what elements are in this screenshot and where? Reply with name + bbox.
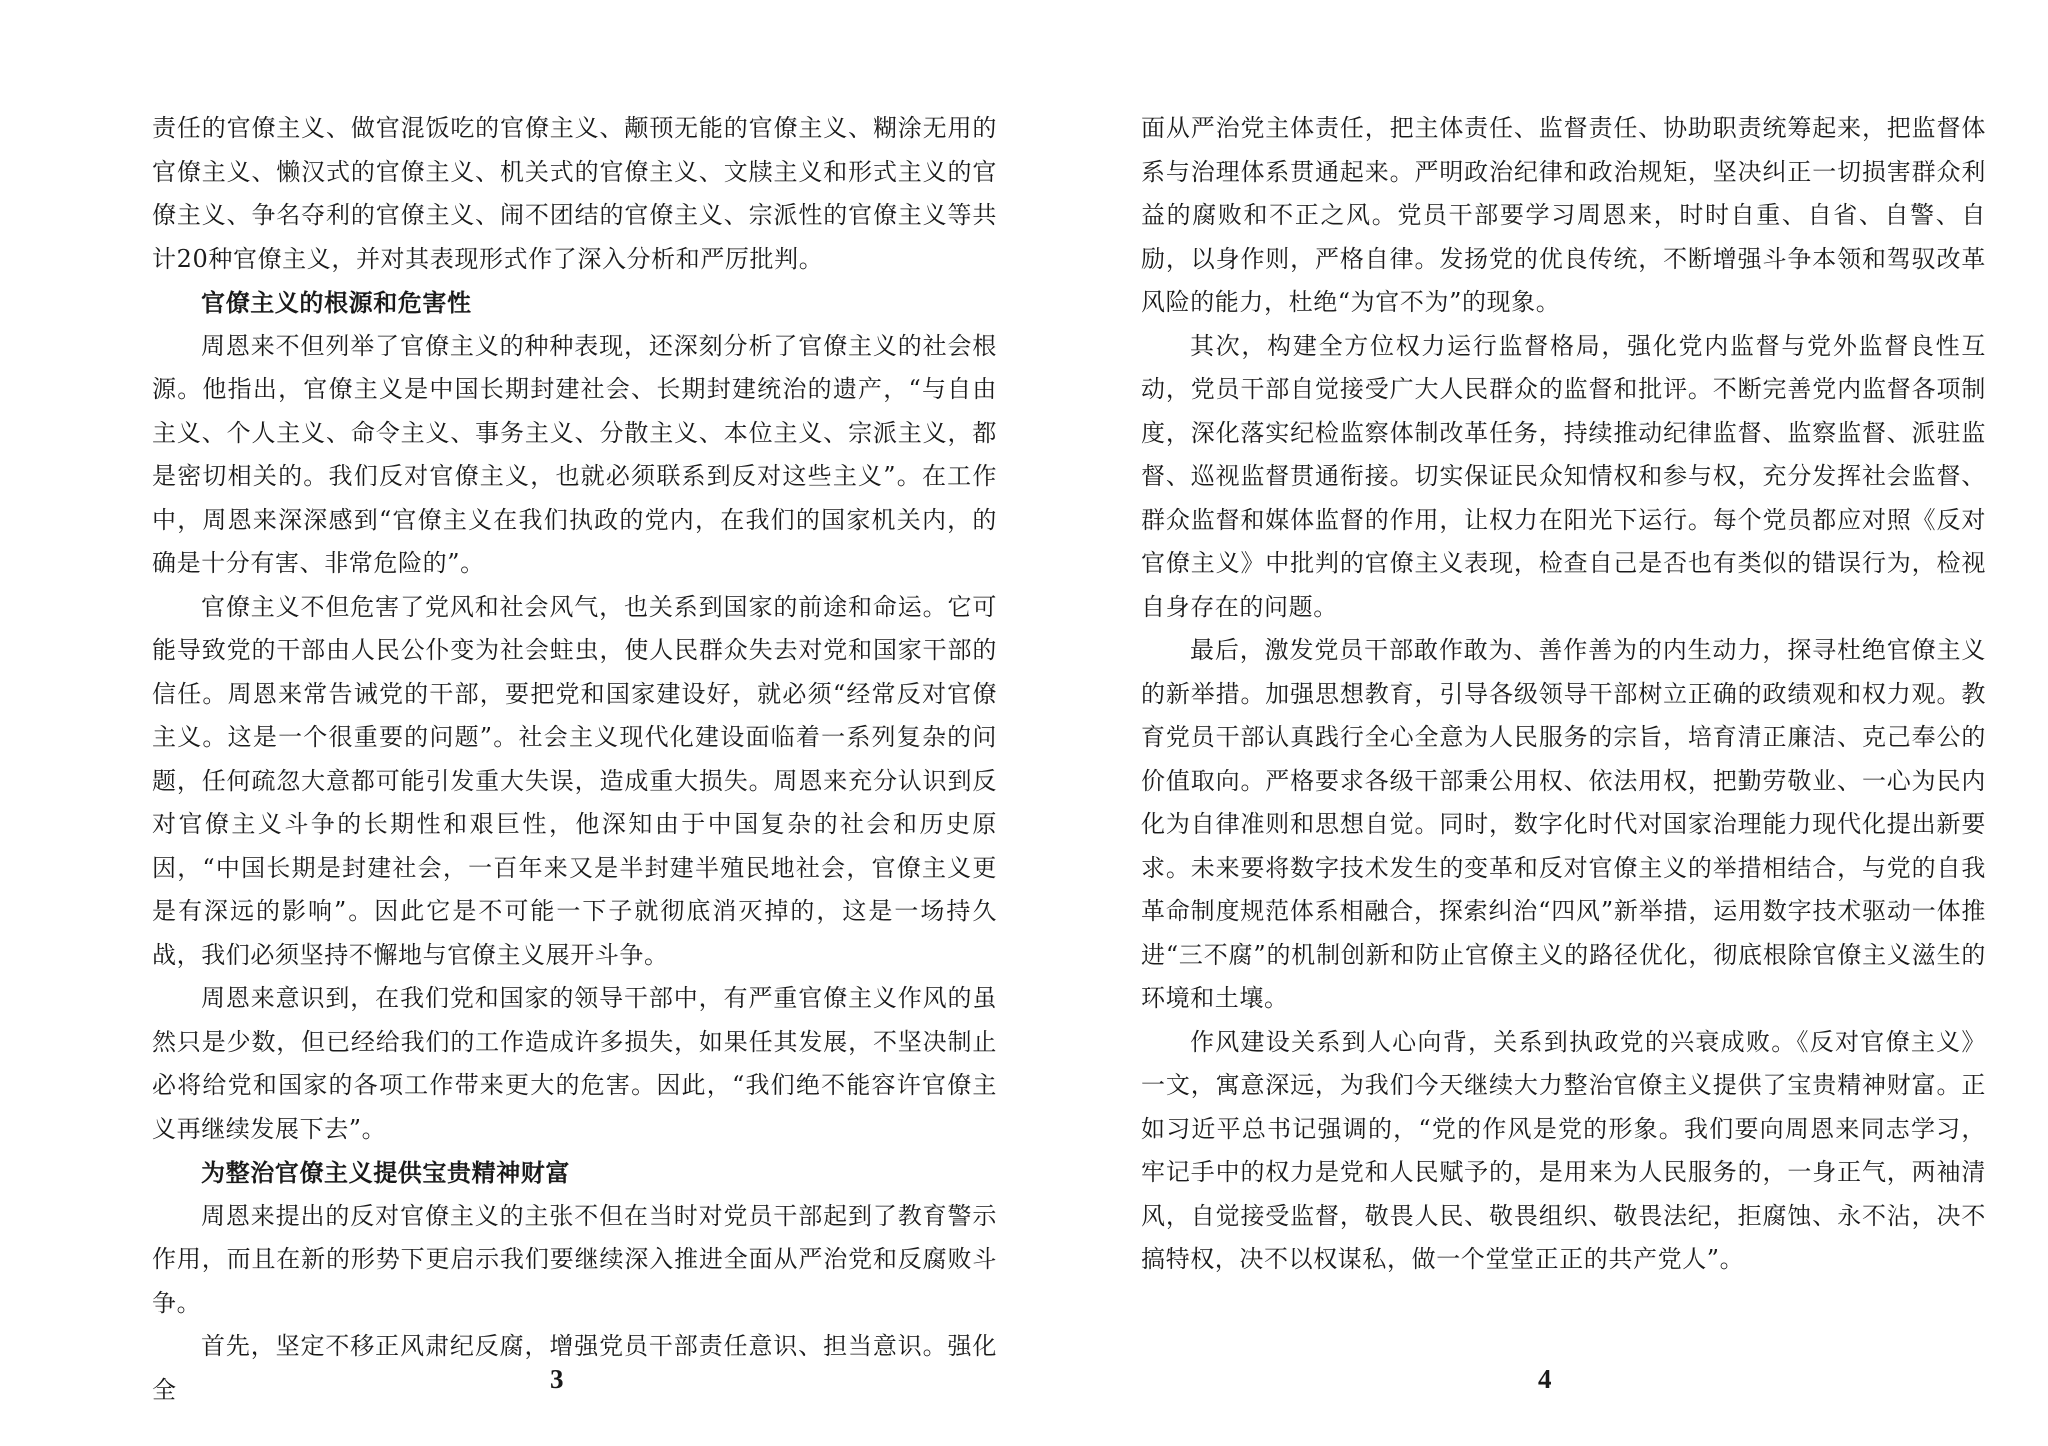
right-page	[1141, 107, 1986, 1282]
section-heading: 官僚主义的根源和危害性	[201, 288, 472, 317]
paragraph: 其次，构建全方位权力运行监督格局，强化党内监督与党外监督良性互动，党员干部自觉接受广大人民群众的监督和批评。不断完善党内监督各项制度，深化落实纪检监察体制改革任务，持续推动纪律监督、监察监督、派驻监督、巡视监督贯通衔接。切实保证民众知情权和参与权，充分发挥社会监督、群众监督和媒体监督的作用，让权力在阳光下运行。每个党员都应对照《反对官僚主义》中批判的官僚主义表现，检查自己是否也有类似的错误行为，检视自身存在的问题。	[1141, 331, 1986, 621]
paragraph: 责任的官僚主义、做官混饭吃的官僚主义、颟顸无能的官僚主义、糊涂无用的官僚主义、懒汉式的官僚主义、机关式的官僚主义、文牍主义和形式主义的官僚主义、争名夺利的官僚主义、闹不团结的官僚主义、宗派性的官僚主义等共计20种官僚主义，并对其表现形式作了深入分析和严厉批判。	[152, 114, 997, 273]
left-page	[152, 107, 997, 1412]
paragraph: 作风建设关系到人心向背，关系到执政党的兴衰成败。《反对官僚主义》一文，寓意深远，为我们今天继续大力整治官僚主义提供了宝贵精神财富。正如习近平总书记强调的，“党的作风是党的形象。我们要向周恩来同志学习，牢记手中的权力是党和人民赋予的，是用来为人民服务的，一身正气，两袖清风，自觉接受监督，敬畏人民、敬畏组织、敬畏法纪，拒腐蚀、永不沾，决不搞特权，决不以权谋私，做一个堂堂正正的共产党人”。	[1141, 1027, 1986, 1273]
paragraph: 周恩来不但列举了官僚主义的种种表现，还深刻分析了官僚主义的社会根源。他指出，官僚主义是中国长期封建社会、长期封建统治的遗产，“与自由主义、个人主义、命令主义、事务主义、分散主义、本位主义、宗派主义，都是密切相关的。我们反对官僚主义，也就必须联系到反对这些主义”。在工作中，周恩来深深感到“官僚主义在我们执政的党内，在我们的国家机关内，的确是十分有害、非常危险的”。	[152, 331, 997, 577]
paragraph: 最后，激发党员干部敢作敢为、善作善为的内生动力，探寻杜绝官僚主义的新举措。加强思想教育，引导各级领导干部树立正确的政绩观和权力观。教育党员干部认真践行全心全意为人民服务的宗旨，培育清正廉洁、克己奉公的价值取向。严格要求各级干部秉公用权、依法用权，把勤劳敬业、一心为民内化为自律准则和思想自觉。同时，数字化时代对国家治理能力现代化提出新要求。未来要将数字技术发生的变革和反对官僚主义的举措相结合，与党的自我革命制度规范体系相融合，探索纠治“四风”新举措，运用数字技术驱动一体推进“三不腐”的机制创新和防止官僚主义的路径优化，彻底根除官僚主义滋生的环境和土壤。	[1141, 636, 1986, 1012]
paragraph: 官僚主义不但危害了党风和社会风气，也关系到国家的前途和命运。它可能导致党的干部由人民公仆变为社会蛀虫，使人民群众失去对党和国家干部的信任。周恩来常告诫党的干部，要把党和国家建设好，就必须“经常反对官僚主义。这是一个很重要的问题”。社会主义现代化建设面临着一系列复杂的问题，任何疏忽大意都可能引发重大失误，造成重大损失。周恩来充分认识到反对官僚主义斗争的长期性和艰巨性，他深知由于中国复杂的社会和历史原因，“中国长期是封建社会，一百年来又是半封建半殖民地社会，官僚主义更是有深远的影响”。因此它是不可能一下子就彻底消灭掉的，这是一场持久战，我们必须坚持不懈地与官僚主义展开斗争。	[152, 592, 997, 969]
paragraph: 面从严治党主体责任，把主体责任、监督责任、协助职责统筹起来，把监督体系与治理体系贯通起来。严明政治纪律和政治规矩，坚决纠正一切损害群众利益的腐败和不正之风。党员干部要学习周恩来，时时自重、自省、自警、自励，以身作则，严格自律。发扬党的优良传统，不断增强斗争本领和驾驭改革风险的能力，杜绝“为官不为”的现象。	[1141, 114, 1986, 316]
page-number: 4	[1538, 1364, 1552, 1394]
paragraph: 周恩来提出的反对官僚主义的主张不但在当时对党员干部起到了教育警示作用，而且在新的形势下更启示我们要继续深入推进全面从严治党和反腐败斗争。	[152, 1201, 997, 1317]
page-number: 3	[550, 1364, 564, 1394]
paragraph: 周恩来意识到，在我们党和国家的领导干部中，有严重官僚主义作风的虽然只是少数，但已经给我们的工作造成许多损失，如果任其发展，不坚决制止必将给党和国家的各项工作带来更大的危害。因此，“我们绝不能容许官僚主义再继续发展下去”。	[152, 984, 997, 1143]
section-heading: 为整治官僚主义提供宝贵精神财富	[201, 1158, 570, 1187]
paragraph: 首先，坚定不移正风肃纪反腐，增强党员干部责任意识、担当意识。强化全	[152, 1332, 997, 1404]
